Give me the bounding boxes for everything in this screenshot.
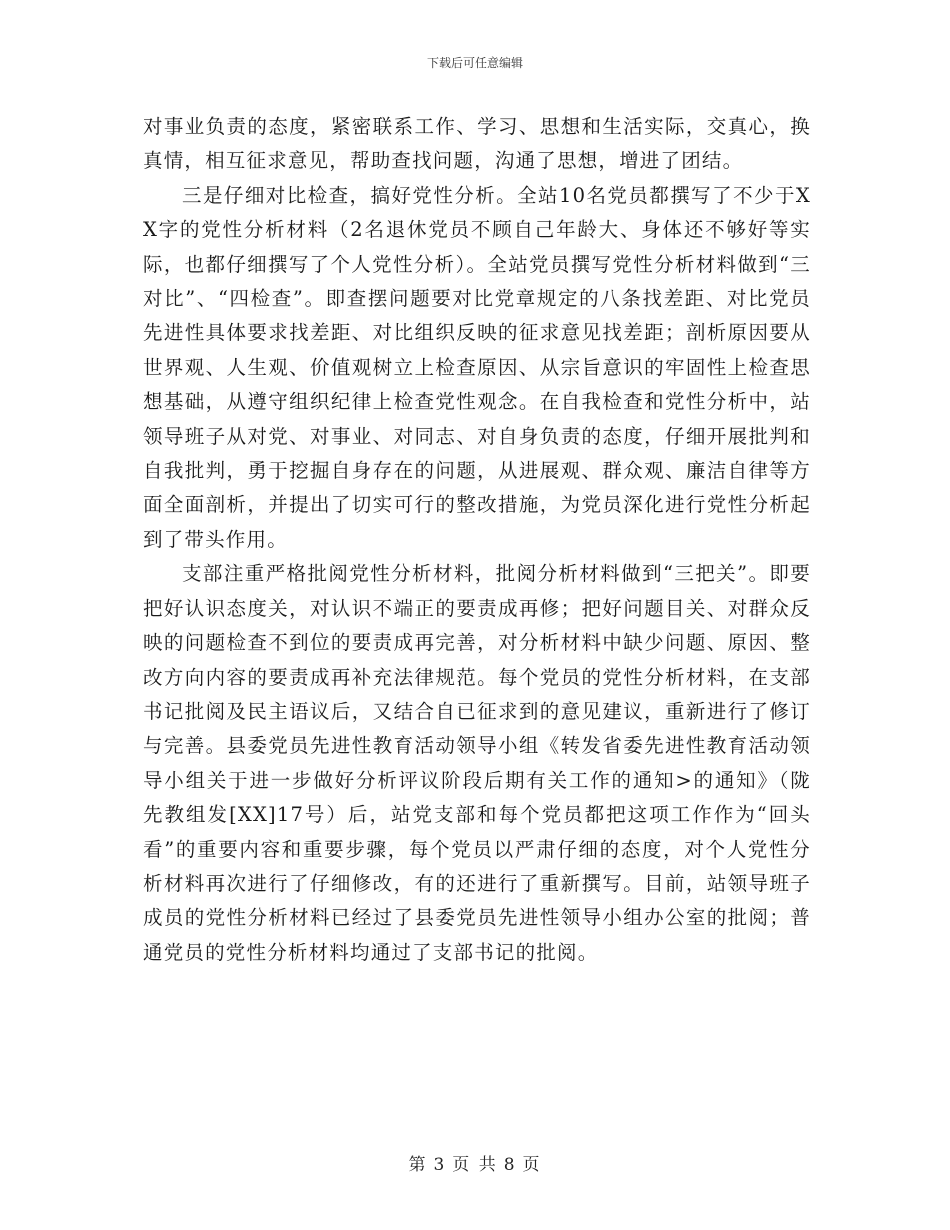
- document-body: [143, 110, 811, 970]
- paragraph-2: 三是仔细对比检查，搞好党性分析。全站10名党员都撰写了不少于XX字的党性分析材料（2名退休党员不顾自己年龄大、身体还不够好等实际，也都仔细撰写了个人党性分析）。全站党员撰写党性分析材料做到“三对比”、“四检查”。即查摆问题要对比党章规定的八条找差距、对比党员先进性具体要求找差距、对比组织反映的征求意见找差距；剖析原因要从世界观、人生观、价值观树立上检查原因、从宗旨意识的牢固性上检查思想基础，从遵守组织纪律上检查党性观念。在自我检查和党性分析中，站领导班子从对党、对事业、对同志、对自身负责的态度，仔细开展批判和自我批判，勇于挖掘自身存在的问题，从进展观、群众观、廉洁自律等方面全面剖析，并提出了切实可行的整改措施，为党员深化进行党性分析起到了带头作用。: [143, 183, 811, 551]
- paragraph-3: 支部注重严格批阅党性分析材料，批阅分析材料做到“三把关”。即要把好认识态度关，对认识不端正的要责成再修；把好问题目关、对群众反映的问题检查不到位的要责成再完善，对分析材料中缺少问题、原因、整改方向内容的要责成再补充法律规范。每个党员的党性分析材料，在支部书记批阅及民主语议后，又结合自已征求到的意见建议，重新进行了修订与完善。县委党员先进性教育活动领导小组《转发省委先进性教育活动领导小组关于进一步做好分析评议阶段后期有关工作的通知>的通知》（陇先教组发[XX]17号）后，站党支部和每个党员都把这项工作作为“回头看”的重要内容和重要步骤，每个党员以严肃仔细的态度，对个人党性分析材料再次进行了仔细修改，有的还进行了重新撰写。目前，站领导班子成员的党性分析材料已经过了县委党员先进性领导小组办公室的批阅；普通党员的党性分析材料均通过了支部书记的批阅。: [143, 562, 811, 964]
- paragraph-1: 对事业负责的态度，紧密联系工作、学习、思想和生活实际，交真心，换真情，相互征求意见，帮助查找问题，沟通了思想，增进了团结。: [143, 115, 811, 173]
- footer-middle: 页 共: [452, 1155, 498, 1175]
- footer-prefix: 第: [408, 1155, 428, 1175]
- footer-total-pages: 8: [503, 1155, 517, 1175]
- footer-suffix: 页: [522, 1155, 542, 1175]
- page-footer: [0, 1150, 950, 1175]
- page-header: 下载后可任意编辑: [426, 56, 523, 70]
- footer-current-page: 3: [433, 1155, 447, 1175]
